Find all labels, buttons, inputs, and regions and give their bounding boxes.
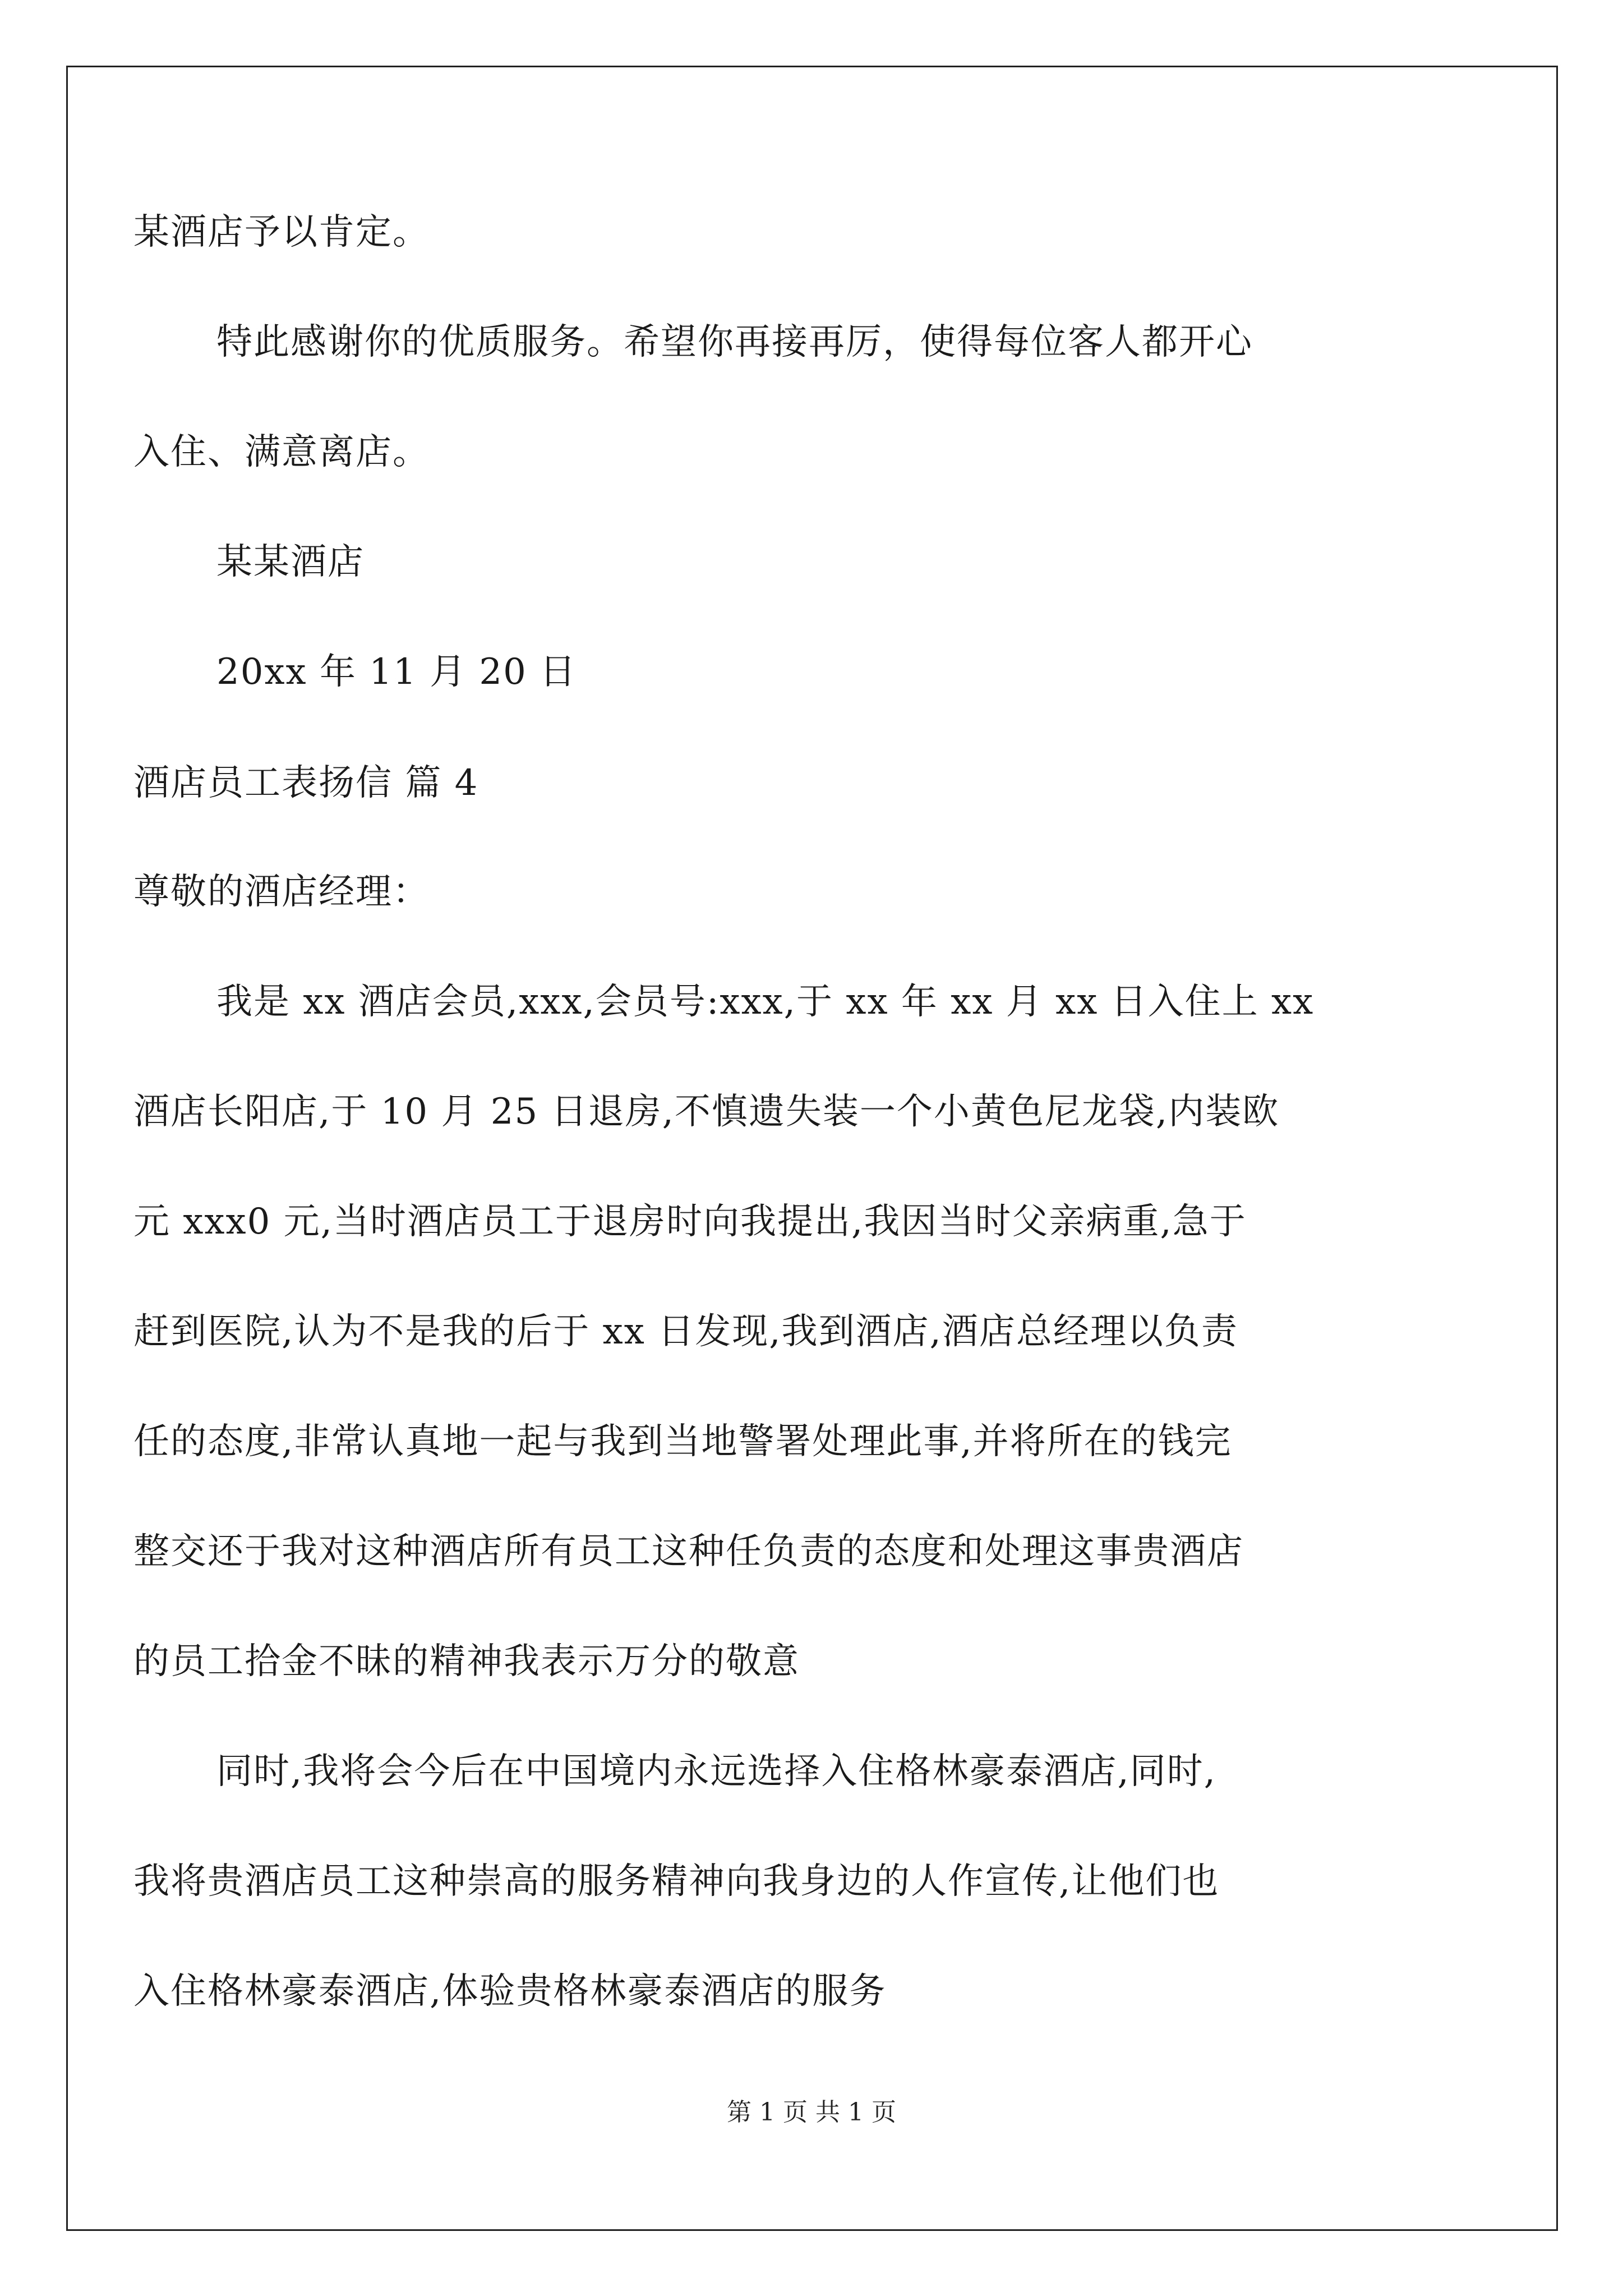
text-line: 入住格林豪泰酒店,体验贵格林豪泰酒店的服务	[133, 1971, 887, 2012]
text-line: 酒店长阳店,于 10 月 25 日退房,不慎遗失装一个小黄色尼龙袋,内装欧	[133, 1091, 1280, 1133]
text-line: 的员工拾金不昧的精神我表示万分的敬意	[133, 1641, 800, 1682]
date-line: 20xx 年 11 月 20 日	[216, 651, 577, 693]
text-line: 赶到医院,认为不是我的后于 xx 日发现,我到酒店,酒店总经理以负责	[133, 1311, 1238, 1352]
text-line: 我将贵酒店员工这种崇高的服务精神向我身边的人作宣传,让他们也	[133, 1861, 1220, 1902]
text-line: 某某酒店	[216, 541, 365, 583]
page-border	[66, 66, 1558, 2231]
text-line: 我是 xx 酒店会员,xxx,会员号:xxx,于 xx 年 xx 月 xx 日入住上 xx	[216, 981, 1315, 1023]
text-line: 同时,我将会今后在中国境内永远选择入住格林豪泰酒店,同时,	[216, 1751, 1217, 1792]
text-line: 整交还于我对这种酒店所有员工这种任负责的态度和处理这事贵酒店	[133, 1531, 1244, 1572]
text-line: 入住、满意离店。	[133, 431, 430, 473]
text-line: 某酒店予以肯定。	[133, 211, 430, 253]
page-number-footer: 第 1 页 共 1 页	[727, 2098, 896, 2127]
text-line: 特此感谢你的优质服务。希望你再接再厉，使得每位客人都开心	[216, 321, 1253, 363]
text-line: 元 xxx0 元,当时酒店员工于退房时向我提出,我因当时父亲病重,急于	[133, 1201, 1247, 1243]
text-line: 任的态度,非常认真地一起与我到当地警署处理此事,并将所在的钱完	[133, 1421, 1232, 1462]
section-heading: 酒店员工表扬信 篇 4	[133, 762, 479, 804]
salutation: 尊敬的酒店经理：	[133, 871, 430, 913]
